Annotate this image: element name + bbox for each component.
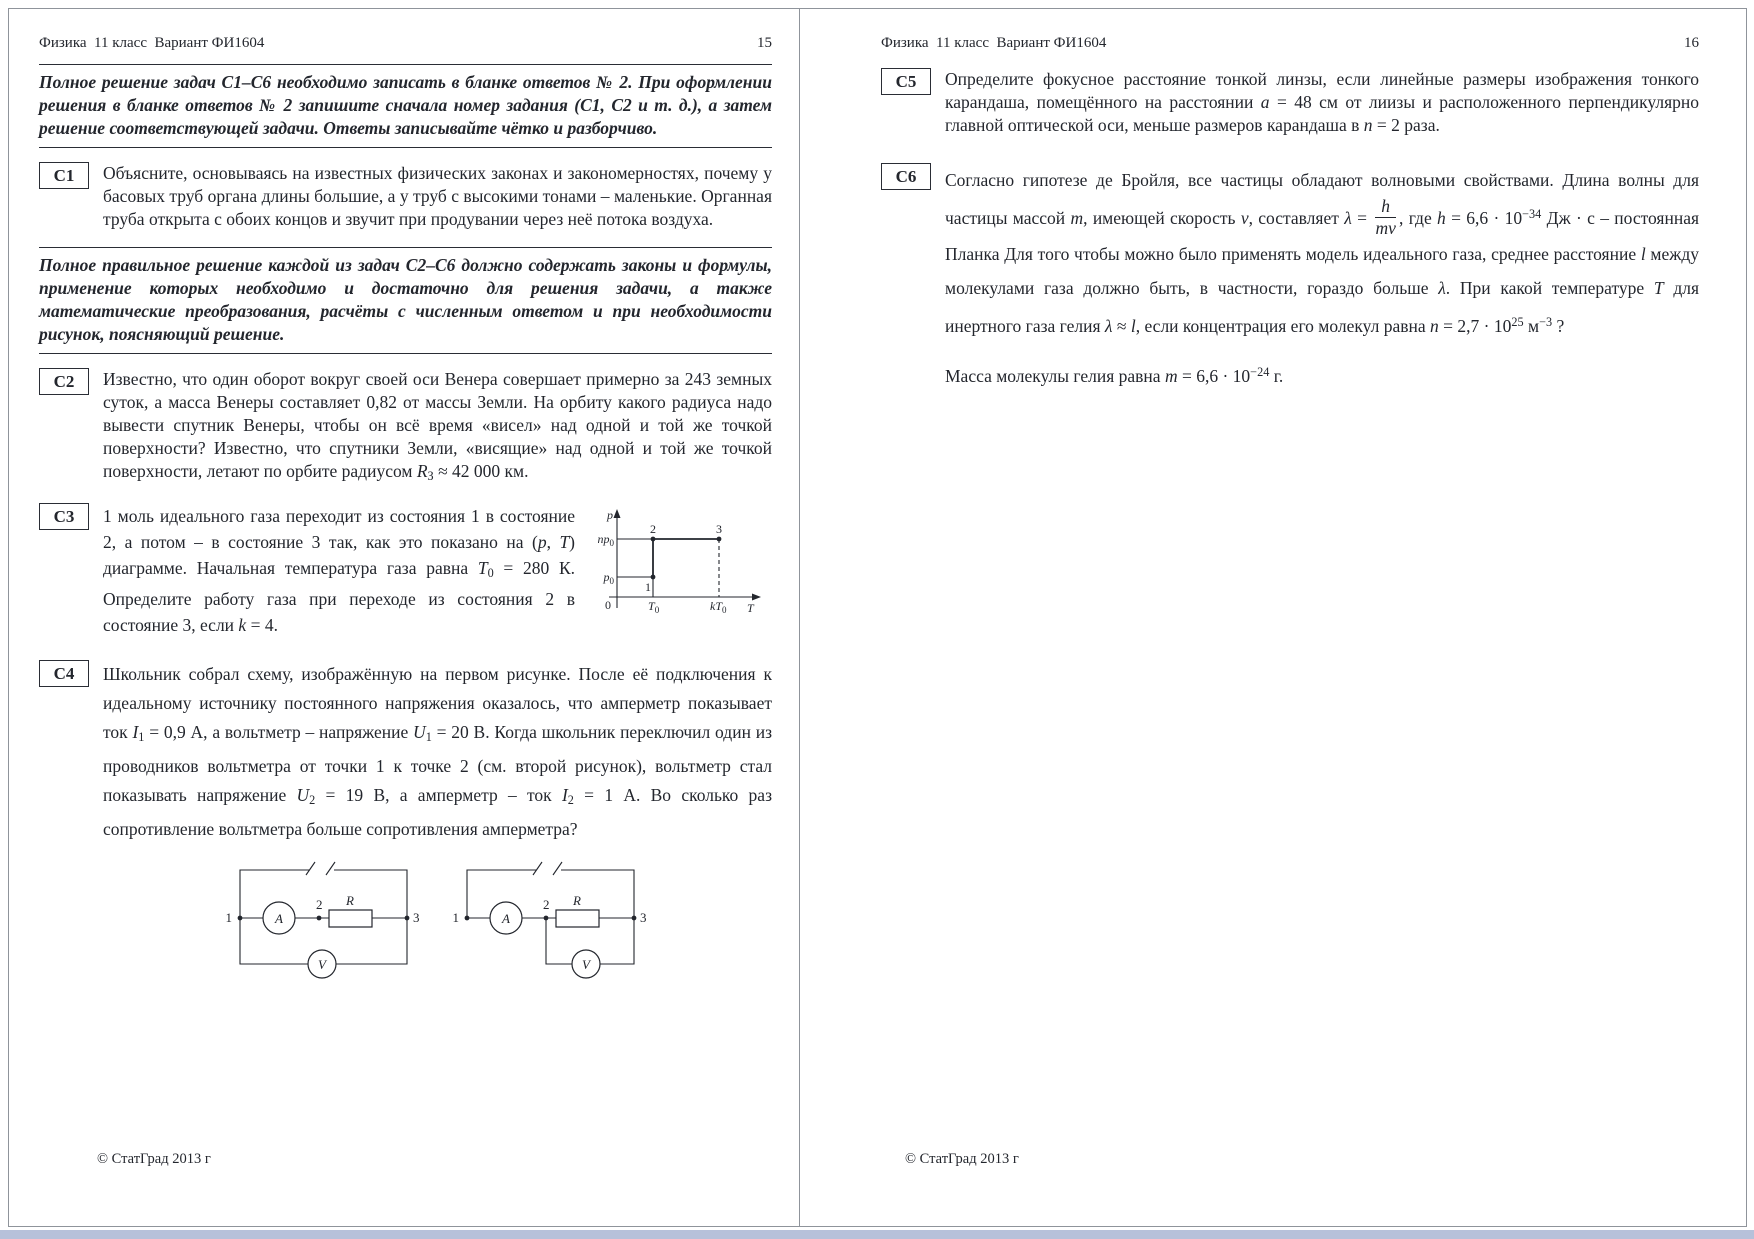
np0-label: $np_0$ bbox=[597, 532, 614, 549]
resistor-label: R bbox=[572, 893, 581, 909]
p-axis-arrow bbox=[614, 509, 621, 518]
ammeter-label: A bbox=[274, 911, 283, 927]
problem-text-c4 bbox=[103, 660, 772, 981]
circuit-diagram-2 bbox=[449, 856, 654, 981]
source-lead-mark bbox=[306, 862, 315, 875]
problem-c4 bbox=[39, 660, 772, 981]
problem-text-c2: Известно, что один оборот вокруг своей оси Венера совершает примерно за 243 земных суток, а масса Венеры составляет 0,82 от массы Земли. На орбиту какого радиуса надо вывести спутник Венеры, чтобы он всё время «висел» над одной и той же точкой поверхности? Известно, что спутники Земли, «висящие» над одной и той же точкой поверхности, летают по орбите радиусом $R_З \approx 42$ 000 км. bbox=[103, 369, 772, 484]
t0-label: $T_0$ bbox=[648, 599, 660, 616]
header-title: Физика 11 класс Вариант ФИ1604 bbox=[881, 35, 1107, 51]
resistor-symbol bbox=[556, 910, 599, 927]
problem-c6 bbox=[881, 163, 1699, 393]
problem-label-c2: С2 bbox=[39, 368, 89, 395]
copyright-footer: © СтатГрад 2013 г bbox=[905, 1151, 1019, 1167]
circuit-figures bbox=[103, 856, 772, 981]
problem-c5 bbox=[881, 68, 1699, 137]
t-axis-arrow bbox=[752, 594, 761, 601]
problem-label-c6: С6 bbox=[881, 163, 931, 190]
t-axis-label: T bbox=[747, 601, 754, 616]
resistor-symbol bbox=[329, 910, 372, 927]
problem-c2 bbox=[39, 368, 772, 488]
problem-label-c3: С3 bbox=[39, 503, 89, 530]
copyright-footer: © СтатГрад 2013 г bbox=[97, 1151, 211, 1167]
header-title: Физика 11 класс Вариант ФИ1604 bbox=[39, 35, 265, 51]
p0-label: $p_0$ bbox=[603, 570, 614, 587]
page-number: 15 bbox=[757, 35, 772, 51]
problem-label-c1: С1 bbox=[39, 162, 89, 189]
problem-text-c1: Объясните, основываясь на известных физических законах и закономерностях, почему у басовых труб органа длины большие, а у труб с высокими тонами – маленькие. Органная труба открыта с обоих концов и звучит при продувании через неё потока воздуха. bbox=[103, 163, 772, 229]
problem-text-c6-para2: Масса молекулы гелия равна $m = 6,6 \cdot 10^{-24}$ г. bbox=[945, 365, 1284, 387]
problem-c1 bbox=[39, 162, 772, 231]
node2-label: 2 bbox=[542, 897, 549, 913]
node1-label: 1 bbox=[452, 910, 459, 926]
pt-diagram bbox=[587, 505, 772, 621]
node1-label: 1 bbox=[225, 910, 232, 926]
resistor-label: R bbox=[345, 893, 354, 909]
source-lead-mark bbox=[553, 862, 562, 875]
page-16 bbox=[801, 9, 1744, 1224]
point3-label: 3 bbox=[716, 522, 722, 537]
source-lead-mark bbox=[326, 862, 335, 875]
node2-label: 2 bbox=[315, 897, 322, 913]
problem-text-c5: Определите фокусное расстояние тонкой линзы, если линейные размеры изображения тонкого карандаша, помещённого на расстоянии a = 48 см от лиизы и расположенного перпендикулярно главной оптической оси, меньше размеров карандаша в n = 2 раза. bbox=[945, 69, 1699, 135]
kt0-label: $kT_0$ bbox=[710, 599, 727, 616]
p-axis-label: p bbox=[607, 508, 613, 523]
problem-label-c4: С4 bbox=[39, 660, 89, 687]
ammeter-label: A bbox=[501, 911, 510, 927]
instruction-block-1 bbox=[39, 64, 772, 148]
point2-label: 2 bbox=[650, 522, 656, 537]
problem-label-c5: С5 bbox=[881, 68, 931, 95]
origin-label: 0 bbox=[605, 598, 611, 613]
instruction-text: Полное решение задач С1–С6 необходимо записать в бланке ответов № 2. При оформлении решения в бланке ответов № 2 запишите сначала номер задания (С1, С2 и т. д.), а затем решение соответствующей задачи. Ответы записывайте чётко и разборчиво. bbox=[39, 72, 772, 138]
circuit-diagram-1 bbox=[222, 856, 427, 981]
problem-text-c3-runs: 1 моль идеального газа переходит из состояния 1 в состояние 2, а потом – в состояние 3 так, как это показано на (p, T) диаграмме. Начальная температура газа равна $T_0 = 280$ К. Определите работу газа при переходе из состояния 2 в состояние 3, если k = 4. bbox=[103, 506, 575, 636]
bottom-accent-bar bbox=[0, 1230, 1754, 1239]
source-lead-mark bbox=[533, 862, 542, 875]
problem-text-c6 bbox=[945, 163, 1699, 393]
problem-text-c6-para1: Согласно гипотезе де Бройля, все частицы обладают волновыми свойствами. Длина волны для частицы массой m, имеющей скорость v, составляет λ = $\frac{h}{mv}$ , где $h = 6,6 \cdot 10^{-34}$ Дж · с – постоянная Планка Для того чтобы можно было применять модель идеального газа, среднее расстояние l между молекулами газа должно быть, в частности, гораздо больше λ. При какой температуре T для инертного газа гелия λ ≈ l, если концентрация его молекул равна $n = 2,7 \cdot 10^{25}$ $м^{-3}$ ? bbox=[945, 170, 1700, 337]
voltmeter-label: V bbox=[581, 957, 590, 973]
page-divider-line bbox=[799, 8, 800, 1226]
instruction-text: Полное правильное решение каждой из задач С2–С6 должно содержать законы и формулы, применение которых необходимо и достаточно для решения задачи, а также математические преобразования, расчёты с численным ответом и при необходимости рисунок, поясняющий решение. bbox=[39, 255, 772, 344]
page-number: 16 bbox=[1684, 35, 1699, 51]
page-15 bbox=[9, 9, 799, 1224]
node3-label: 3 bbox=[639, 910, 646, 926]
voltmeter-label: V bbox=[317, 957, 326, 973]
problem-c3 bbox=[39, 503, 772, 638]
problem-text-c4-runs: Школьник собрал схему, изображённую на первом рисунке. После её подключения к идеальному источнику постоянного напряжения оказалось, что амперметр показывает ток $I_1 = 0,9$ А, а вольтметр – напряжение $U_1 = 20$ В. Когда школьник переключил один из проводников вольтметра от точки 1 к точке 2 (см. второй рисунок), вольтметр стал показывать напряжение $U_2 = 19$ В, а амперметр – ток $I_2 = 1$ А. Во сколько раз сопротивление вольтметра больше сопротивления амперметра? bbox=[103, 664, 773, 840]
node3-label: 3 bbox=[412, 910, 419, 926]
pt-diagram-svg bbox=[587, 505, 772, 621]
page-header bbox=[881, 34, 1699, 52]
problem-text-c3 bbox=[103, 503, 772, 638]
instruction-block-2 bbox=[39, 247, 772, 354]
page-header bbox=[39, 34, 772, 52]
point1-label: 1 bbox=[645, 580, 651, 595]
